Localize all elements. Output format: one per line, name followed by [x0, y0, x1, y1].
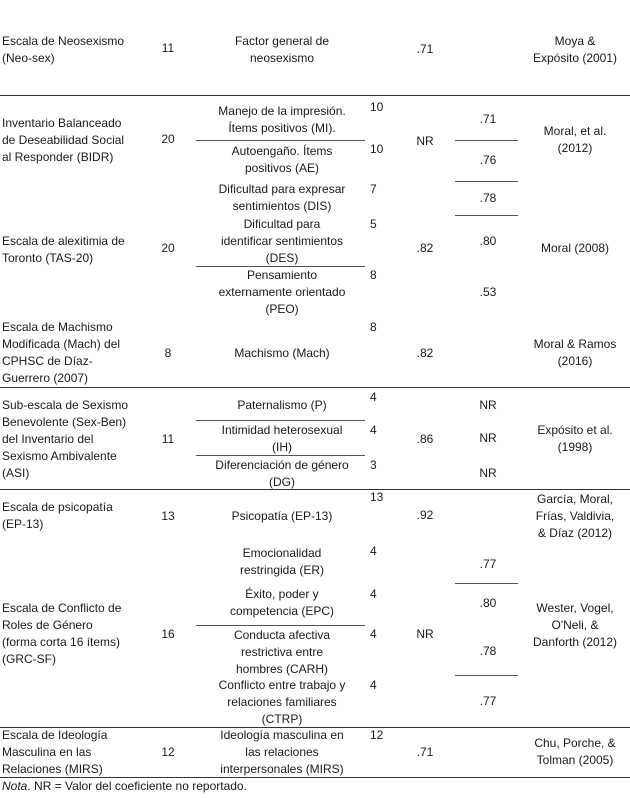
factor-item-count-line: 4 — [370, 423, 377, 437]
alpha-value — [417, 41, 434, 58]
factor-name-line: Dificultad para expresar — [218, 182, 346, 196]
author-citation-line: Danforth (2012) — [532, 635, 618, 649]
factor-name-line: (IH) — [272, 440, 292, 454]
factor-item-count-line: 8 — [370, 320, 377, 334]
alpha-value — [417, 507, 434, 524]
scale-name-line: Sexismo Ambivalente — [2, 449, 117, 463]
author-citation-line: Chu, Porche, & — [534, 736, 616, 750]
scale-name-line: (EP-13) — [2, 517, 44, 531]
item-count — [165, 345, 172, 362]
factor-name-line: restringida (ER) — [239, 563, 325, 577]
scale-name — [2, 397, 128, 482]
factor-name-line: restrictiva entre — [240, 645, 324, 659]
factor-alpha — [480, 284, 497, 301]
rule-line — [0, 95, 630, 96]
item-count-line: 12 — [161, 745, 175, 759]
alpha-value-line: NR — [416, 134, 434, 148]
factor-name-line: (DES) — [265, 251, 299, 265]
factor-name-line: neosexismo — [249, 51, 315, 65]
scale-name-line: Toronto (TAS-20) — [2, 251, 94, 265]
factor-item-count-line: 7 — [370, 182, 377, 196]
rule-line — [196, 455, 365, 456]
scale-name — [2, 499, 113, 533]
item-count — [162, 431, 174, 448]
factor-name-line: interpersonales (MIRS) — [220, 762, 344, 776]
scale-name-line: Inventario Balanceado — [2, 116, 122, 130]
factor-alpha-line: .78 — [479, 644, 497, 658]
item-count-line: 11 — [161, 432, 175, 446]
factor-alpha-line: .71 — [479, 112, 497, 126]
factor-name — [219, 267, 346, 318]
factor-item-count-line: 8 — [370, 268, 377, 282]
factor-name-line: (PEO) — [265, 302, 299, 316]
factor-name — [222, 422, 343, 456]
factor-name-line: sentimientos (DIS) — [232, 199, 332, 213]
factor-item-count — [370, 457, 377, 474]
author-citation — [533, 600, 617, 651]
scale-name-line: Masculina en las — [2, 745, 92, 759]
scale-name-line: (forma corta 16 ítems) — [2, 635, 121, 649]
factor-item-count — [370, 181, 377, 198]
factor-name-line: Machismo (Mach) — [234, 346, 330, 360]
factor-alpha — [480, 233, 497, 250]
item-count-line: 20 — [161, 241, 175, 255]
note-label: Nota — [2, 779, 28, 793]
factor-alpha-line: .80 — [479, 596, 497, 610]
scale-name — [2, 233, 125, 267]
factor-name-line: relaciones familiares — [227, 695, 337, 709]
author-citation-line: Frías, Valdivia, — [535, 509, 615, 523]
factor-alpha — [480, 190, 497, 207]
factor-name — [218, 103, 345, 137]
factor-item-count — [370, 319, 377, 336]
item-count — [161, 508, 174, 525]
factor-item-count — [370, 586, 377, 603]
factor-name — [234, 345, 329, 362]
factor-name-line: Pensamiento — [246, 268, 318, 282]
factor-item-count — [370, 727, 383, 744]
factor-item-count-line: 5 — [370, 217, 377, 231]
factor-name-line: Factor general de — [234, 34, 330, 48]
factor-alpha-line: .80 — [479, 234, 497, 248]
alpha-value-line: .82 — [416, 241, 434, 255]
factor-alpha-line: NR — [479, 431, 497, 445]
alpha-value-line: .92 — [416, 508, 434, 522]
scale-name-line: Guerrero (2007) — [2, 371, 89, 385]
factor-name-line: identificar sentimientos — [220, 234, 344, 248]
item-count-line: 11 — [161, 41, 175, 55]
scale-name-line: Modificada (Mach) del — [2, 337, 121, 351]
scale-name — [2, 600, 121, 668]
factor-item-count-line: 12 — [370, 728, 384, 742]
scale-name-line: de Deseabilidad Social — [2, 133, 125, 147]
scale-name-line: (ASI) — [2, 466, 30, 480]
author-citation-line: Moral, et al. — [543, 124, 607, 138]
item-count — [161, 131, 174, 148]
author-citation-line: & Díaz (2012) — [537, 526, 613, 540]
author-citation — [533, 33, 617, 67]
scale-name-line: Escala de Machismo — [2, 320, 113, 334]
factor-item-count-line: 4 — [370, 678, 377, 692]
scale-name-line: Escala de psicopatía — [2, 500, 113, 514]
rule-line — [196, 266, 365, 267]
factor-item-count — [370, 389, 377, 406]
author-citation-line: Expósito (2001) — [532, 51, 618, 65]
factor-name-line: Paternalismo (P) — [237, 398, 327, 412]
alpha-value-line: .86 — [416, 432, 434, 446]
factor-alpha — [479, 465, 496, 482]
factor-name — [220, 727, 343, 778]
factor-name-line: Diferenciación de género — [215, 458, 349, 472]
author-citation-line: García, Moral, — [536, 492, 614, 506]
scale-name — [2, 727, 107, 778]
author-citation — [541, 240, 609, 257]
alpha-value — [417, 240, 434, 257]
rule-line — [455, 675, 518, 676]
factor-name-line: positivos (AE) — [244, 161, 320, 175]
alpha-value — [416, 626, 433, 643]
factor-item-count — [370, 216, 377, 233]
factor-item-count-line: 4 — [370, 627, 377, 641]
author-citation — [537, 422, 612, 456]
factor-alpha-line: .53 — [479, 285, 497, 299]
scale-name-line: Escala de Neosexismo — [2, 34, 125, 48]
factor-name — [232, 143, 333, 177]
item-count-line: 20 — [161, 132, 175, 146]
item-count-line: 8 — [164, 346, 172, 360]
rule-line — [196, 625, 365, 626]
scale-name — [2, 319, 120, 387]
factor-name-line: Conflicto entre trabajo y — [218, 678, 346, 692]
factor-alpha — [480, 643, 497, 660]
factor-item-count — [370, 626, 377, 643]
factor-name-line: externamente orientado — [218, 285, 346, 299]
factor-item-count-line: 13 — [370, 490, 384, 504]
factor-name-line: Ítems positivos (MI). — [228, 121, 336, 135]
alpha-value — [417, 744, 434, 761]
scale-name-line: (Neo-sex) — [2, 51, 55, 65]
factor-item-count-line: 4 — [370, 544, 377, 558]
factor-alpha-line: .76 — [479, 153, 497, 167]
scale-name — [2, 115, 124, 166]
author-citation-line: (2016) — [557, 354, 593, 368]
factor-name-line: Intimidad heterosexual — [221, 423, 343, 437]
alpha-value-line: NR — [416, 627, 434, 641]
author-citation-line: O'Neli, & — [551, 618, 599, 632]
rule-line — [196, 140, 365, 141]
scale-name-line: Roles de Género — [2, 618, 93, 632]
factor-item-count-line: 4 — [370, 390, 377, 404]
author-citation — [544, 123, 607, 157]
factor-name — [234, 627, 330, 678]
factor-item-count-line: 4 — [370, 587, 377, 601]
rule-line — [455, 583, 518, 584]
item-count-line: 13 — [161, 509, 175, 523]
factor-item-count-line: 3 — [370, 458, 377, 472]
table-note — [2, 778, 247, 795]
author-citation-line: Moral (2008) — [540, 241, 610, 255]
scale-name — [2, 33, 124, 67]
factor-item-count-line: 10 — [370, 142, 384, 156]
rule-line — [196, 420, 365, 421]
note-text: . NR = Valor del coeficiente no reportado. — [27, 779, 247, 793]
factor-name-line: Dificultad para — [243, 217, 321, 231]
factor-name-line: Ideología masculina en — [220, 728, 344, 742]
factor-name-line: (CTRP) — [261, 712, 303, 726]
factor-alpha-line: .78 — [479, 191, 497, 205]
author-citation-line: (1998) — [557, 440, 593, 454]
item-count — [161, 626, 174, 643]
factor-item-count — [370, 141, 383, 158]
factor-item-count — [370, 489, 383, 506]
factor-name — [240, 545, 324, 579]
factor-name-line: las relaciones — [245, 745, 319, 759]
factor-name — [230, 586, 334, 620]
factor-item-count — [370, 677, 377, 694]
factor-alpha-line: .77 — [479, 557, 497, 571]
factor-name-line: Autoengaño. Ítems — [231, 144, 333, 158]
factor-alpha-line: NR — [479, 466, 497, 480]
factor-alpha — [479, 397, 496, 414]
author-citation-line: Moral & Ramos — [533, 337, 617, 351]
author-citation — [534, 735, 615, 769]
item-count-line: 16 — [161, 627, 175, 641]
factor-alpha — [480, 556, 497, 573]
author-citation-line: (2012) — [557, 141, 593, 155]
factor-name-line: Manejo de la impresión. — [218, 104, 346, 118]
scale-name-line: Escala de alexitimia de — [2, 234, 125, 248]
factor-name-line: Emocionalidad — [242, 546, 322, 560]
alpha-value-line: .82 — [416, 346, 434, 360]
factor-name — [219, 181, 346, 215]
scale-name-line: (GRC-SF) — [2, 652, 56, 666]
factor-alpha — [480, 693, 497, 710]
factor-alpha — [480, 152, 497, 169]
rule-line — [455, 140, 518, 141]
factor-item-count — [370, 99, 383, 116]
factor-name — [232, 508, 333, 525]
factor-alpha-line: NR — [479, 398, 497, 412]
scale-name-line: Escala de Ideología — [2, 728, 108, 742]
factor-name — [221, 216, 343, 267]
factor-item-count — [370, 422, 377, 439]
factor-name-line: (DG) — [268, 475, 295, 489]
scale-name-line: Relaciones (MIRS) — [2, 762, 103, 776]
scale-name-line: Benevolente (Sex-Ben) — [2, 415, 127, 429]
rule-line — [0, 489, 630, 490]
factor-item-count — [370, 543, 377, 560]
author-citation-line: Expósito et al. — [537, 423, 613, 437]
item-count — [161, 240, 174, 257]
rule-line — [455, 215, 518, 216]
scale-name-line: CPHSC de Díaz- — [2, 354, 93, 368]
factor-name-line: Éxito, poder y — [245, 587, 319, 601]
alpha-value — [417, 431, 434, 448]
factor-name-line: competencia (EPC) — [229, 604, 335, 618]
factor-name-line: hombres (CARH) — [235, 662, 328, 676]
alpha-value — [416, 133, 433, 150]
factor-name — [215, 457, 348, 491]
factor-alpha — [480, 595, 497, 612]
rule-line — [0, 387, 630, 388]
factor-item-count — [370, 267, 377, 284]
factor-item-count-line: 10 — [370, 100, 384, 114]
alpha-value-line: .71 — [416, 42, 434, 56]
scale-name-line: al Responder (BIDR) — [2, 150, 114, 164]
item-count — [162, 40, 174, 57]
scale-name-line: del Inventario del — [2, 432, 94, 446]
scale-name-line: Escala de Conflicto de — [2, 601, 122, 615]
factor-name — [235, 33, 329, 67]
author-citation-line: Moya & — [554, 34, 596, 48]
author-citation-line: Tolman (2005) — [536, 753, 614, 767]
factor-name-line: Conducta afectiva — [233, 628, 331, 642]
factor-name — [219, 677, 346, 728]
factor-alpha — [479, 430, 496, 447]
alpha-value-line: .71 — [416, 745, 434, 759]
factor-name-line: Psicopatía (EP-13) — [231, 509, 333, 523]
author-citation-line: Wester, Vogel, — [536, 601, 614, 615]
rule-line — [455, 181, 518, 182]
factor-alpha — [480, 111, 497, 128]
item-count — [161, 744, 174, 761]
rule-line — [0, 727, 630, 728]
factor-name — [237, 397, 326, 414]
author-citation — [534, 336, 617, 370]
author-citation — [536, 491, 614, 542]
scale-name-line: Sub-escala de Sexismo — [2, 398, 129, 412]
alpha-value — [417, 345, 434, 362]
factor-alpha-line: .77 — [479, 694, 497, 708]
